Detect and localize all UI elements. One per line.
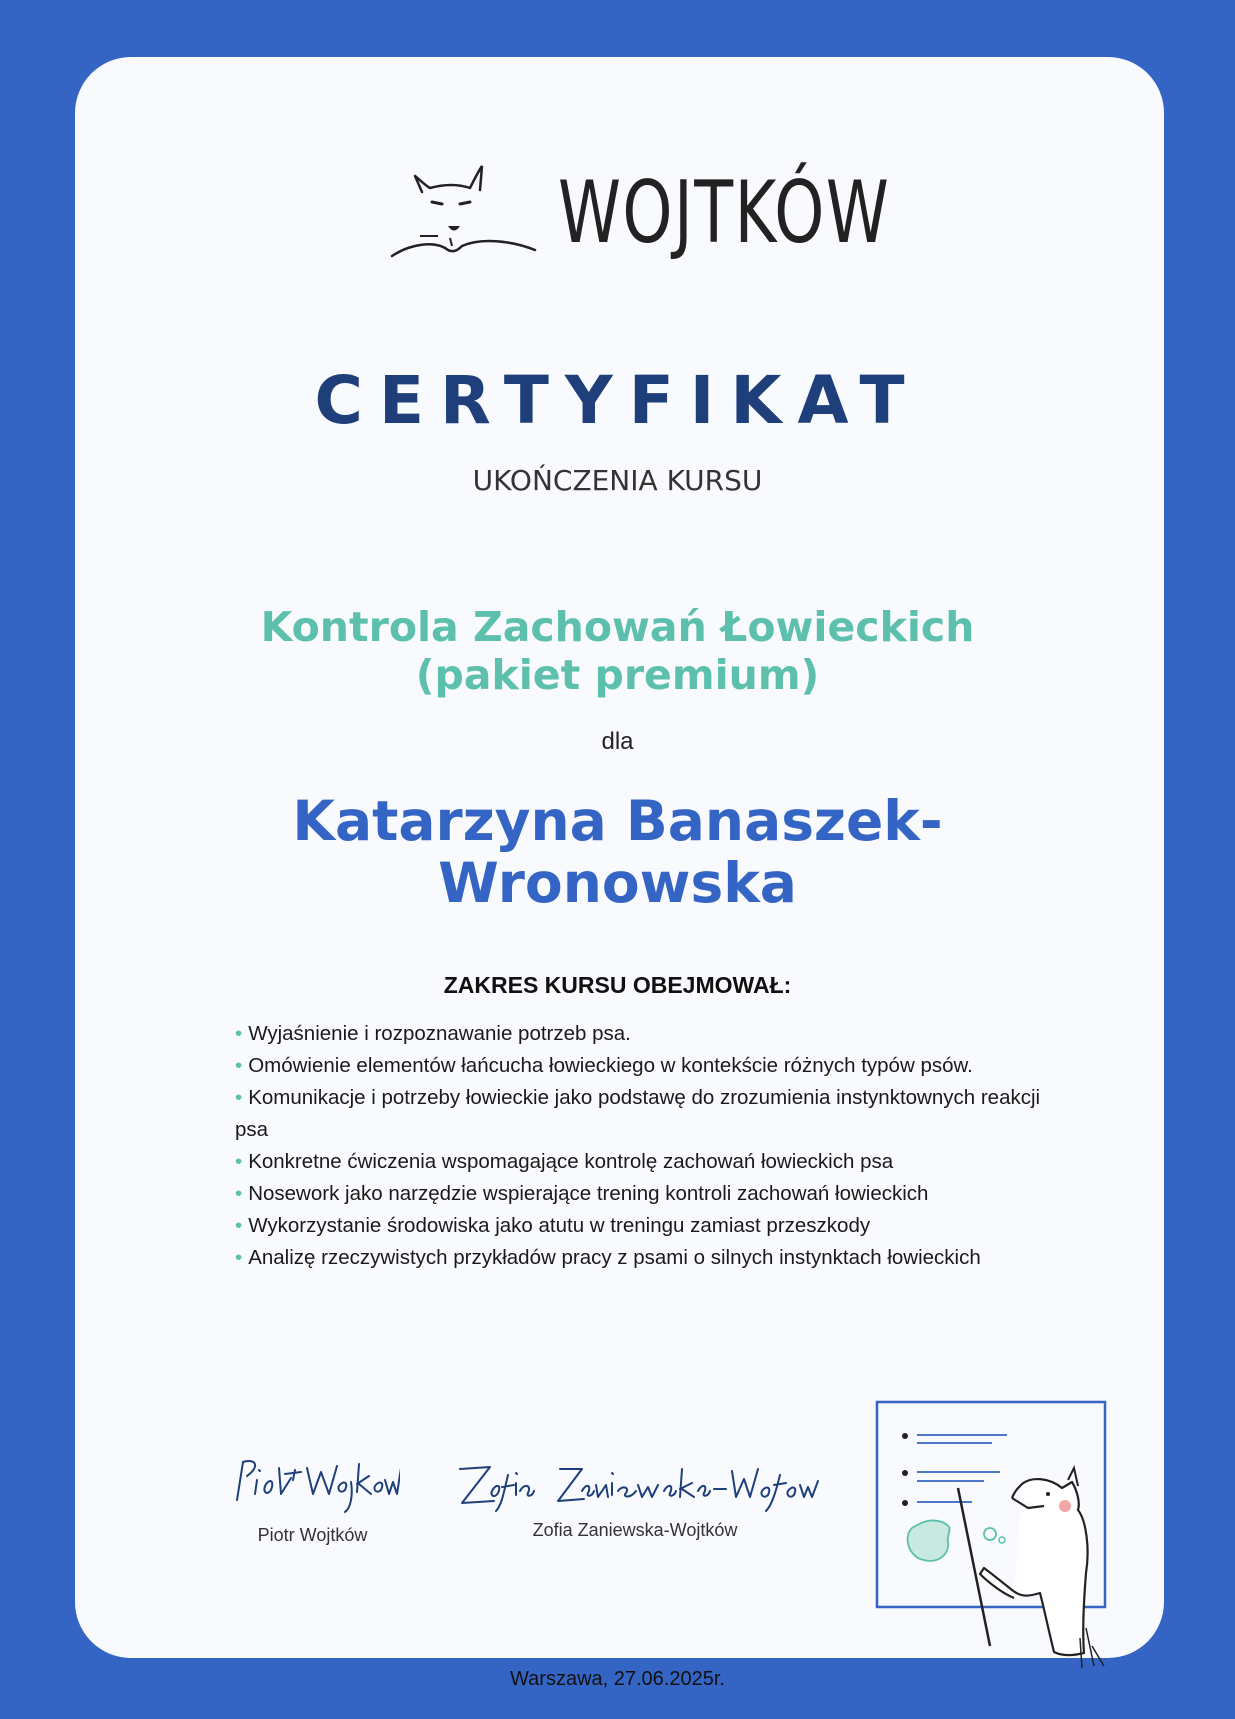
signer-name: Zofia Zaniewska-Wojtków	[532, 1520, 738, 1540]
dog-logo-icon	[390, 158, 540, 278]
handwritten-signature	[225, 1450, 400, 1520]
scope-item: • Wykorzystanie środowiska jako atutu w treningu zamiast przeszkody	[235, 1210, 1045, 1242]
scope-heading: ZAKRES KURSU OBEJMOWAŁ:	[443, 972, 792, 998]
scope-list	[235, 1018, 1045, 1274]
place-date: Warszawa, 27.06.2025r.	[510, 1668, 725, 1690]
signer-name: Piotr Wojtków	[257, 1525, 368, 1545]
course-name: Kontrola Zachowań Łowieckich (pakiet premium)	[260, 603, 975, 699]
brand-logo	[390, 158, 891, 278]
scope-item: • Komunikacje i potrzeby łowieckie jako podstawę do zrozumienia instynktownych reakcji psa	[235, 1082, 1045, 1146]
for-word: dla	[601, 728, 634, 755]
signature-block-1	[225, 1450, 400, 1546]
scope-item: • Nosework jako narzędzie wspierające trening kontroli zachowań łowieckich	[235, 1178, 1045, 1210]
signature-block-2	[450, 1455, 820, 1541]
certificate-subtitle: UKOŃCZENIA KURSU	[472, 464, 763, 497]
handwritten-signature	[450, 1455, 820, 1515]
recipient-name: Katarzyna Banaszek-Wronowska	[292, 789, 943, 915]
certificate-title: CERTYFIKAT	[314, 362, 921, 439]
teacher-dog-illustration	[872, 1398, 1142, 1673]
scope-item: • Analizę rzeczywistych przykładów pracy z psami o silnych instynktach łowieckich	[235, 1242, 1045, 1274]
scope-item: • Wyjaśnienie i rozpoznawanie potrzeb psa.	[235, 1018, 1045, 1050]
scope-item: • Omówienie elementów łańcucha łowieckiego w kontekście różnych typów psów.	[235, 1050, 1045, 1082]
brand-wordmark: WOJTKÓW	[558, 163, 891, 263]
scope-item: • Konkretne ćwiczenia wspomagające kontrolę zachowań łowieckich psa	[235, 1146, 1045, 1178]
